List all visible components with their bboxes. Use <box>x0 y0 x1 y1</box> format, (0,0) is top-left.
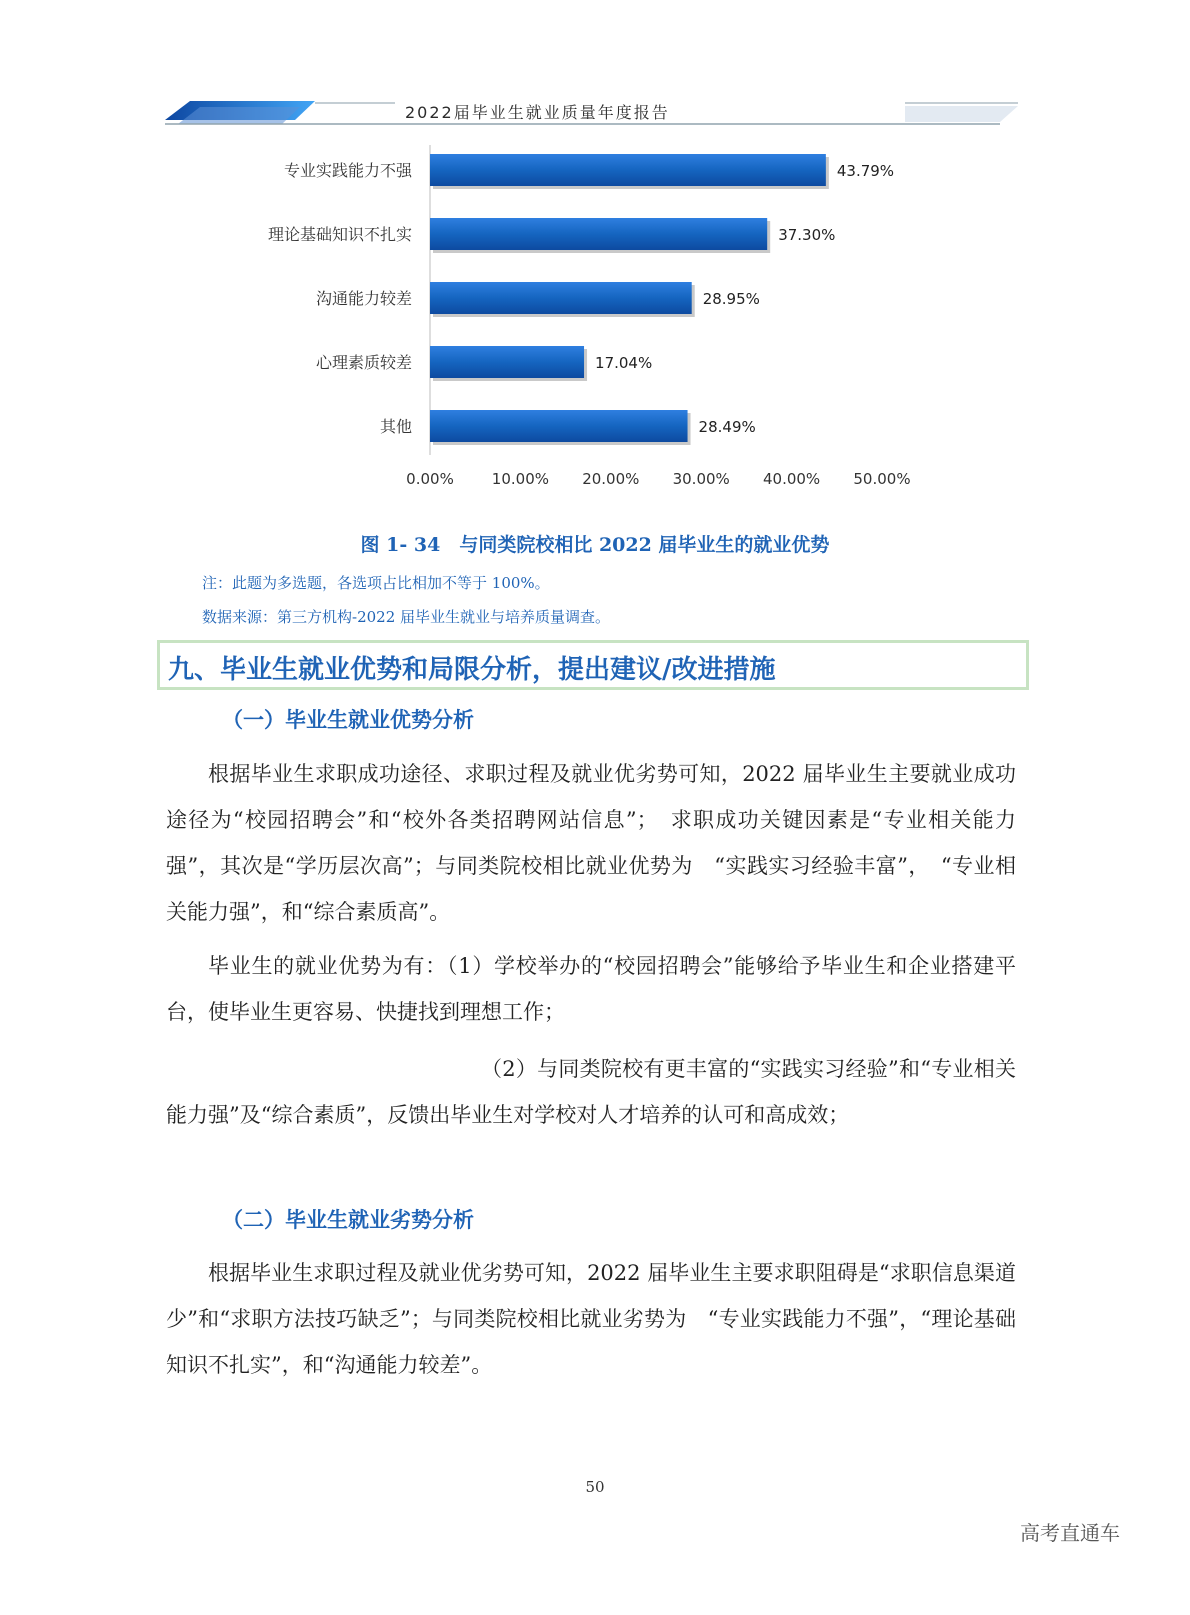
figure-caption: 图 1- 34 与同类院校相比 2022 届毕业生的就业优势 <box>360 534 830 556</box>
value-label: 28.95% <box>702 290 760 308</box>
category-label: 其他 <box>379 417 412 436</box>
x-tick-label: 0.00% <box>406 470 454 488</box>
category-label: 沟通能力较差 <box>315 289 412 308</box>
bar <box>430 282 692 314</box>
bar-chart <box>0 0 1190 510</box>
category-label: 心理素质较差 <box>315 353 412 372</box>
value-label: 17.04% <box>595 354 653 372</box>
multi-choice-note: 注：此题为多选题，各选项占比相加不等于 100%。 <box>202 574 550 592</box>
watermark: 高考直通车 <box>1020 1521 1120 1545</box>
subsection-title-advantages: （一）毕业生就业优势分析 <box>222 708 474 732</box>
value-label: 37.30% <box>778 226 836 244</box>
bar <box>430 154 826 186</box>
x-tick-label: 10.00% <box>491 470 550 488</box>
data-source-note: 数据来源：第三方机构-2022 届毕业生就业与培养质量调查。 <box>202 608 611 626</box>
bar <box>430 346 584 378</box>
value-label: 43.79% <box>836 162 895 180</box>
section-title: 九、毕业生就业优势和局限分析，提出建议/改进措施 <box>168 655 776 685</box>
running-header-title: 2022届毕业生就业质量年度报告 <box>405 103 670 122</box>
x-tick-label: 30.00% <box>672 470 730 488</box>
category-label: 理论基础知识不扎实 <box>267 225 412 244</box>
category-label: 专业实践能力不强 <box>283 161 412 180</box>
x-tick-label: 20.00% <box>582 470 640 488</box>
paragraph-advantages-summary: 根据毕业生求职成功途径、求职过程及就业优劣势可知，2022 届毕业生主要就业成功途径为“校园招聘会”和“校外各类招聘网站信息”； 求职成功关键因素是“专业相关能力强”，其次是“学历层次高”；与同类院校相比就业优势为 “实践实习经验丰富”， “专业相关能力强”，和“综合素质高”。 <box>166 762 1016 924</box>
subsection-title-disadvantages: （二）毕业生就业劣势分析 <box>222 1208 474 1232</box>
paragraph-disadvantages-summary: 根据毕业生求职过程及就业优劣势可知，2022 届毕业生主要求职阻碍是“求职信息渠道少”和“求职方法技巧缺乏”；与同类院校相比就业劣势为 “专业实践能力不强”，“理论基础知识不扎实”，和“沟通能力较差”。 <box>166 1261 1016 1377</box>
paragraph-advantage-2: （2）与同类院校有更丰富的“实践实习经验”和“专业相关能力强”及“综合素质”，反馈出毕业生对学校对人才培养的认可和高成效； <box>166 1057 1016 1127</box>
value-label: 28.49% <box>698 418 756 436</box>
paragraph-advantage-1: 毕业生的就业优势为有：（1）学校举办的“校园招聘会”能够给予毕业生和企业搭建平台，使毕业生更容易、快捷找到理想工作； <box>166 954 1016 1024</box>
page-number: 50 <box>585 1478 605 1496</box>
x-tick-label: 50.00% <box>853 470 911 488</box>
bar <box>430 218 767 250</box>
x-tick-label: 40.00% <box>762 470 821 488</box>
bar <box>430 410 688 442</box>
section-heading-box <box>157 640 1029 690</box>
